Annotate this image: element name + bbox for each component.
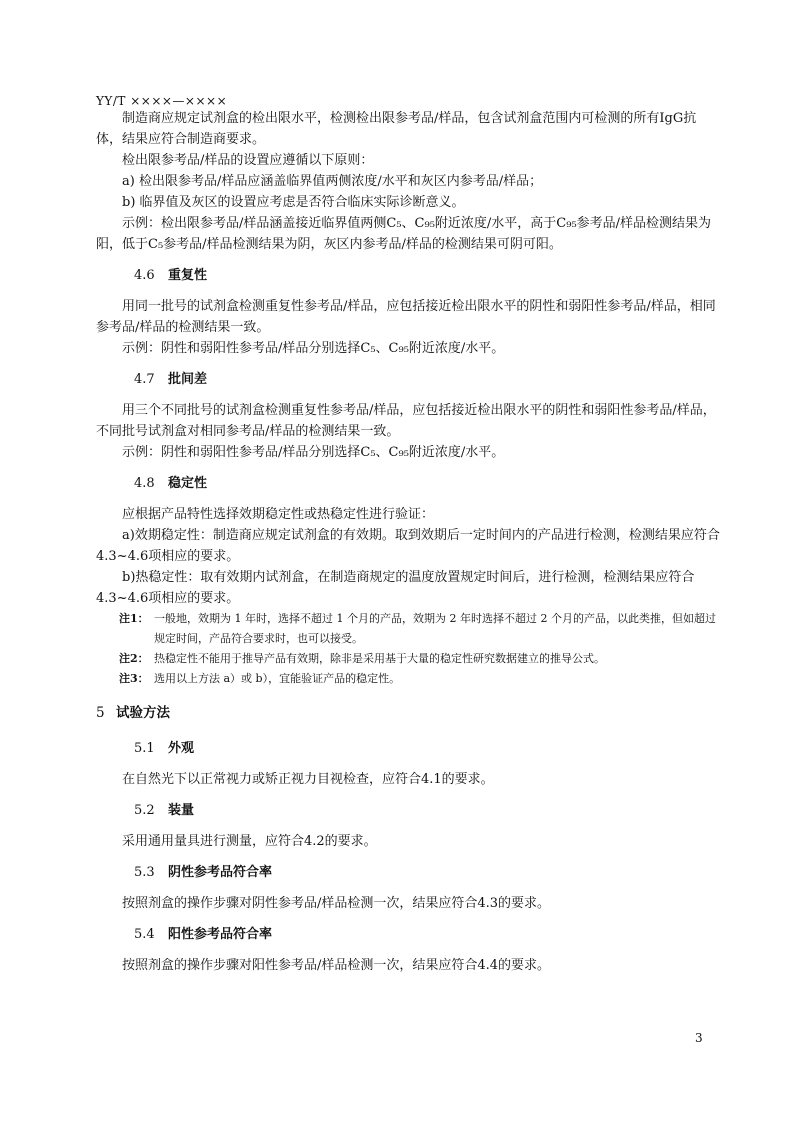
section-number: 5.1	[134, 741, 155, 756]
standard-code-header: YY/T ××××—××××	[96, 94, 228, 108]
paragraph-shelf-life-stability: a)效期稳定性：制造商应规定试剂盒的有效期。取到效期后一定时间内的产品进行检测，检测结果应符合4.3~4.6项相应的要求。	[96, 528, 720, 564]
section-heading-5-4	[96, 924, 722, 945]
note-label: 注1：	[119, 612, 149, 625]
note-text: 热稳定性不能用于推导产品有效期，除非是采用基于大量的稳定性研究数据建立的推导公式。	[154, 652, 605, 665]
section-heading-4-8	[96, 473, 722, 494]
paragraph-stability-intro: 应根据产品特性选择效期稳定性或热稳定性进行验证：	[122, 507, 435, 522]
section-heading-5	[96, 703, 722, 724]
note-1	[96, 609, 722, 649]
paragraph-positive-reference-test: 按照剂盒的操作步骤对阳性参考品/样品检测一次，结果应符合4.4的要求。	[122, 958, 551, 973]
section-title: 重复性	[168, 268, 208, 283]
paragraph-lot-variation: 用三个不同批号的试剂盒检测重复性参考品/样品，应包括接近检出限水平的阴性和弱阳性参考品/样品，不同批号试剂盒对相同参考品/样品的检测结果一致。	[96, 403, 716, 439]
section-heading-5-2	[96, 800, 722, 821]
section-title: 阳性参考品符合率	[168, 927, 273, 942]
section-title: 外观	[168, 741, 195, 756]
paragraph-negative-reference-test: 按照剂盒的操作步骤对阴性参考品/样品检测一次，结果应符合4.3的要求。	[122, 896, 551, 911]
list-item-b: b) 临界值及灰区的设置应考虑是否符合临床实际诊断意义。	[122, 195, 465, 210]
section-title: 阴性参考品符合率	[168, 865, 273, 880]
note-text: 一般地，效期为 1 年时，选择不超过 1 个月的产品，效期为 2 年时选择不超过 2 个月的产品，以此类推，但如超过规定时间，产品符合要求时，也可以接受。	[154, 612, 716, 645]
note-3	[96, 669, 722, 689]
example-lot-variation: 示例：阴性和弱阳性参考品/样品分别选择C₅、C₉₅附近浓度/水平。	[122, 445, 505, 460]
section-heading-5-3	[96, 862, 722, 883]
section-number: 4.7	[134, 372, 155, 387]
section-number: 5	[96, 705, 105, 721]
section-number: 5.3	[134, 865, 155, 880]
section-heading-4-6	[96, 265, 722, 286]
example-detection-limit: 示例：检出限参考品/样品涵盖接近临界值两侧C₅、C₉₅附近浓度/水平，高于C₉₅参考品/样品检测结果为阳，低于C₅参考品/样品检测结果为阴，灰区内参考品/样品的检测结果可阴可阳。	[96, 216, 712, 252]
section-title: 试验方法	[116, 705, 170, 721]
page-number: 3	[695, 1031, 703, 1045]
note-label: 注3：	[119, 672, 149, 685]
paragraph-volume-test: 采用通用量具进行测量，应符合4.2的要求。	[122, 834, 377, 849]
section-heading-4-7	[96, 369, 722, 390]
section-number: 5.4	[134, 927, 155, 942]
paragraph-appearance-test: 在自然光下以正常视力或矫正视力目视检查，应符合4.1的要求。	[122, 772, 494, 787]
paragraph-principles-intro: 检出限参考品/样品的设置应遵循以下原则：	[122, 153, 374, 168]
section-title: 装量	[168, 803, 195, 818]
note-text: 选用以上方法 a）或 b），宜能验证产品的稳定性。	[154, 672, 401, 685]
section-number: 4.8	[134, 476, 155, 491]
paragraph-repeatability: 用同一批号的试剂盒检测重复性参考品/样品，应包括接近检出限水平的阴性和弱阳性参考品/样品，相同参考品/样品的检测结果一致。	[96, 299, 716, 335]
page-body	[96, 108, 722, 976]
note-label: 注2：	[119, 652, 149, 665]
paragraph-detection-limit: 制造商应规定试剂盒的检出限水平，检测检出限参考品/样品，包含试剂盒范围内可检测的所有IgG抗体，结果应符合制造商要求。	[96, 111, 697, 147]
example-repeatability: 示例：阴性和弱阳性参考品/样品分别选择C₅、C₉₅附近浓度/水平。	[122, 341, 505, 356]
section-title: 稳定性	[168, 476, 208, 491]
section-title: 批间差	[168, 372, 208, 387]
paragraph-thermal-stability: b)热稳定性：取有效期内试剂盒，在制造商规定的温度放置规定时间后，进行检测，检测结果应符合4.3~4.6项相应的要求。	[96, 570, 695, 606]
note-2	[96, 649, 722, 669]
list-item-a: a) 检出限参考品/样品应涵盖临界值两侧浓度/水平和灰区内参考品/样品；	[122, 174, 543, 189]
section-number: 4.6	[134, 268, 155, 283]
section-number: 5.2	[134, 803, 155, 818]
section-heading-5-1	[96, 738, 722, 759]
